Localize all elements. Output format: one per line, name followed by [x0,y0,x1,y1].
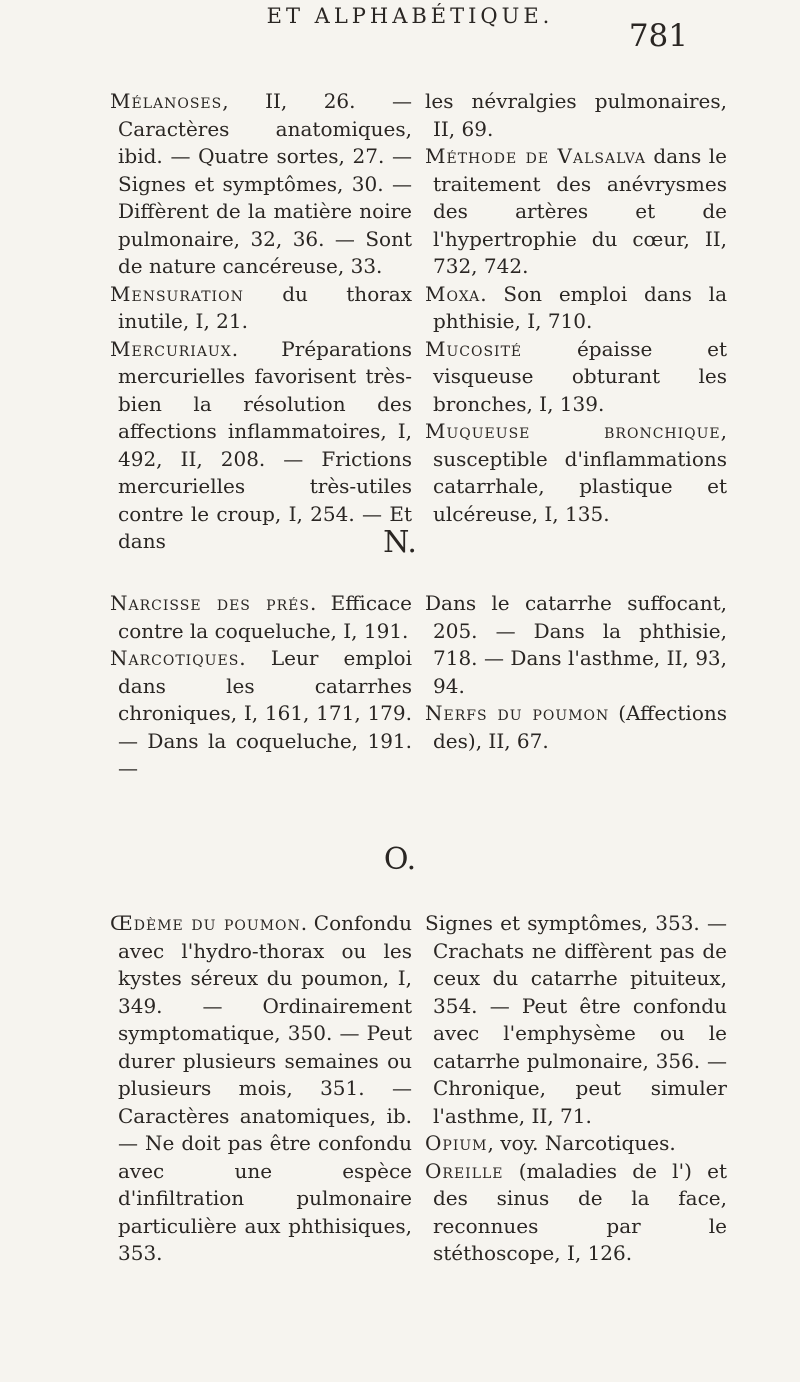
page-number: 781 [628,18,688,54]
entry-head: Méthode de Valsalva [425,144,646,168]
index-entry [425,1158,727,1268]
entry-text: . Son emploi dans la phthisie, I, 710. [433,281,727,333]
entry-text: les névralgies pulmonaires, II, 69. [425,89,727,141]
section-m-right-column [425,88,727,528]
entry-head: Mélanoses [110,89,223,113]
index-entry [425,143,727,281]
entry-text: (maladies de l') et des sinus de la face, reconnues par le stéthoscope, I, 126. [433,1158,727,1265]
entry-text: . Efficace contre la coqueluche, I, 191. [118,591,412,643]
section-letter-n: N. [383,525,417,560]
section-letter-o: O. [383,842,417,877]
index-entry [110,645,412,783]
index-entry [425,336,727,419]
section-o-left-column [110,910,412,1268]
index-entry [110,590,412,645]
entry-head: Narcisse des prés [110,591,310,615]
entry-head: Mucosité [425,336,523,361]
entry-text: , susceptible d'inflammations catarrhale, plastique et ulcéreuse, I, 135. [433,419,727,526]
index-entry [110,910,412,1268]
entry-head: Mensuration [110,281,244,306]
entry-head: Muqueuse bronchique [425,419,721,443]
section-m-left-column [110,88,412,556]
section-n-left-column [110,590,412,783]
index-entry [425,910,727,1130]
entry-text: . Leur emploi dans les catarrhes chroniques, I, 161, 171, 179. — Dans la coqueluche, 191. — [118,646,412,780]
entry-text: . Confondu avec l'hydro-thorax ou les kystes séreux du poumon, I, 349. — Ordinairement symptomatique, 350. — Peut durer plusieurs semaines ou plusieurs mois, 351. — Caractères anatomiques, ib. — Ne doit pas être confondu avec une espèce d'infiltration pulmonaire particulière aux phthisiques, 353. [118,911,412,1265]
entry-text: épaisse et visqueuse obturant les bronches, I, 139. [433,336,727,416]
entry-text: (Affections des), II, 67. [433,701,728,753]
entry-head: Moxa [425,281,481,306]
index-entry [425,281,727,336]
index-entry [425,418,727,528]
index-entry [110,281,412,336]
entry-head: Opium [425,1131,488,1155]
entry-head: Mercuriaux [110,336,232,361]
running-title: ET ALPHABÉTIQUE. [266,4,554,28]
index-entry [425,590,727,700]
entry-text: . Préparations mercurielles favorisent très-bien la résolution des affections inflammatoires, I, 492, II, 208. — Frictions mercurielles très-utiles contre le croup, I, 254. — Et dans [118,336,412,553]
index-entry [110,88,412,281]
entry-text: , II, 26. — Caractères anatomiques, ibid. — Quatre sortes, 27. — Signes et symptômes, 30. — Diffèrent de la matière noire pulmonaire, 32, 36. — Sont de nature cancéreuse, 33. [118,89,412,278]
entry-text: , voy. Narcotiques. [487,1131,676,1155]
entry-text: Signes et symptômes, 353. — Crachats ne diffèrent pas de ceux du catarrhe pituiteux, 354. — Peut être confondu avec l'emphysème ou le catarrhe pulmonaire, 356. — Chronique, peut simuler l'asthme, II, 71. [425,911,727,1128]
section-o-right-column [425,910,727,1268]
entry-head: Nerfs du poumon [425,701,610,725]
entry-head: Oreille [425,1158,504,1183]
index-entry [425,88,727,143]
index-entry [110,336,412,556]
entry-text: dans le traitement des anévrysmes des artères et de l'hypertrophie du cœur, II, 732, 742. [433,144,727,278]
entry-head: Narcotiques [110,646,240,670]
entry-head: Œdème du poumon [110,911,301,935]
running-head [0,4,800,54]
entry-text: du thorax inutile, I, 21. [118,281,412,333]
entry-text: Dans le catarrhe suffocant, 205. — Dans la phthisie, 718. — Dans l'asthme, II, 93, 94. [425,591,727,698]
index-entry [425,1130,727,1158]
index-entry [425,700,727,755]
section-n-right-column [425,590,727,755]
